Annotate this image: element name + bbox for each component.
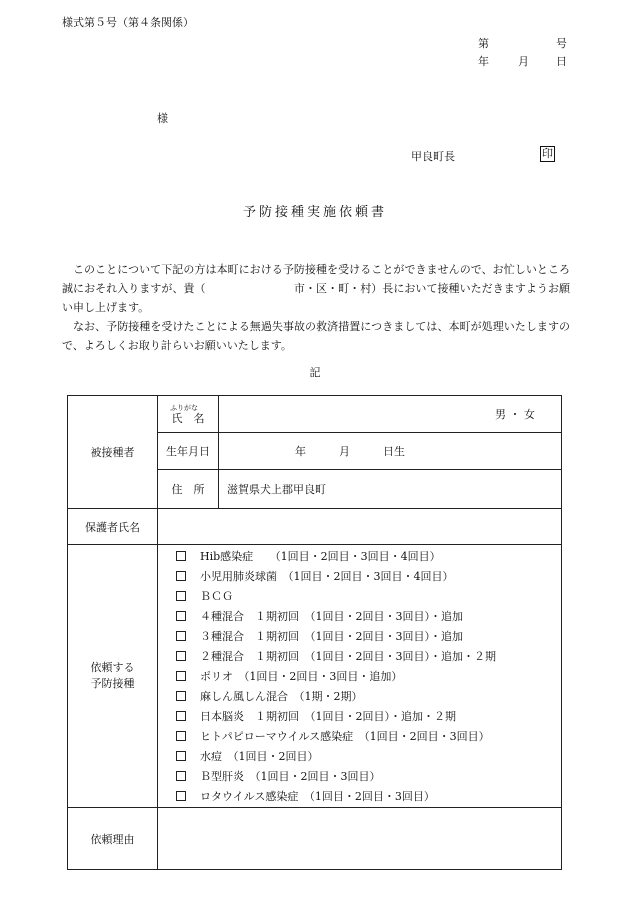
birthdate-field[interactable]: 年 月 日生 bbox=[219, 433, 562, 470]
form-number: 様式第５号（第４条関係） bbox=[62, 16, 194, 29]
vaccination-item[interactable] bbox=[176, 747, 561, 767]
vaccination-label bbox=[68, 545, 158, 808]
vaccination-item-label: ４種混合 １期初回 （1回目・2回目・3回目）・追加 bbox=[200, 610, 463, 623]
vaccination-item-label: 小児用肺炎球菌 （1回目・2回目・3回目・4回目） bbox=[200, 570, 454, 583]
vaccination-item-label: 日本脳炎 １期初回 （1回目・2回目）・追加・２期 bbox=[200, 710, 456, 723]
body-paragraph-1: このことについて下記の方は本町における予防接種を受けることができませんので、お忙しいところ誠におそれ入りますが、貴（ 市・区・町・村）長において接種いただきますようお願い申し上げます。 bbox=[62, 263, 570, 314]
body-paragraph-2: なお、予防接種を受けたことによる無過失事故の救済措置につきましては、本町が処理いたしますので、よろしくお取り計らいお願いいたします。 bbox=[62, 320, 570, 352]
vaccination-item[interactable] bbox=[176, 787, 561, 807]
furigana-label: ふりがな bbox=[170, 403, 198, 412]
document-number-prefix: 第 bbox=[478, 37, 489, 50]
vaccination-item[interactable] bbox=[176, 647, 561, 667]
checkbox-icon[interactable] bbox=[176, 611, 186, 621]
vaccination-item-label: ロタウイルス感染症 （1回目・2回目・3回目） bbox=[200, 790, 435, 803]
date-year: 年 bbox=[478, 55, 489, 68]
vaccination-item-label: ＢＣＧ bbox=[200, 590, 233, 603]
birthdate-label: 生年月日 bbox=[158, 433, 219, 470]
vaccination-item-label: Hib感染症 （1回目・2回目・3回目・4回目） bbox=[200, 550, 441, 563]
vaccination-item-label: 麻しん風しん混合 （1期・2期） bbox=[200, 690, 363, 703]
checkbox-icon[interactable] bbox=[176, 751, 186, 761]
checkbox-icon[interactable] bbox=[176, 671, 186, 681]
recipient-suffix: 様 bbox=[157, 112, 168, 125]
name-label-cell bbox=[158, 396, 219, 433]
seal-mark: 印 bbox=[542, 147, 553, 160]
vaccination-item[interactable] bbox=[176, 687, 561, 707]
checkbox-icon[interactable] bbox=[176, 551, 186, 561]
name-label: 氏 名 bbox=[171, 411, 205, 425]
ki-heading: 記 bbox=[309, 366, 321, 379]
vaccination-item[interactable] bbox=[176, 587, 561, 607]
checkbox-icon[interactable] bbox=[176, 691, 186, 701]
checkbox-icon[interactable] bbox=[176, 631, 186, 641]
vaccination-item-label: Ｂ型肝炎 （1回目・2回目・3回目） bbox=[200, 770, 381, 783]
vaccination-label-line-1: 依頼する bbox=[90, 661, 135, 674]
checkbox-icon[interactable] bbox=[176, 651, 186, 661]
address-label: 住 所 bbox=[158, 470, 219, 509]
guardian-label: 保護者氏名 bbox=[68, 509, 158, 545]
gender-field[interactable]: 男 ・ 女 bbox=[219, 396, 562, 433]
vaccination-item[interactable] bbox=[176, 607, 561, 627]
vaccination-item[interactable] bbox=[176, 627, 561, 647]
vaccination-list bbox=[158, 545, 562, 808]
date-month: 月 bbox=[518, 55, 529, 68]
vaccination-item-label: ２種混合 １期初回 （1回目・2回目・3回目）・追加・２期 bbox=[200, 650, 496, 663]
date-day: 日 bbox=[556, 55, 567, 68]
checkbox-icon[interactable] bbox=[176, 731, 186, 741]
vaccination-label-line-2: 予防接種 bbox=[90, 677, 135, 690]
vaccination-item-label: ポリオ （1回目・2回目・3回目・追加） bbox=[200, 670, 403, 683]
guardian-field[interactable] bbox=[158, 509, 562, 545]
document-title: 予防接種実施依頼書 bbox=[242, 205, 387, 220]
checkbox-icon[interactable] bbox=[176, 711, 186, 721]
address-field[interactable]: 滋賀県犬上郡甲良町 bbox=[219, 470, 562, 509]
vaccination-item-label: ヒトパピローマウイルス感染症 （1回目・2回目・3回目） bbox=[200, 730, 490, 743]
checkbox-icon[interactable] bbox=[176, 591, 186, 601]
vaccination-item-label: 水痘 （1回目・2回目） bbox=[200, 750, 319, 763]
vaccination-item[interactable] bbox=[176, 767, 561, 787]
vaccination-item[interactable] bbox=[176, 707, 561, 727]
body-text bbox=[62, 260, 570, 355]
sender-title: 甲良町長 bbox=[411, 150, 455, 163]
recipient-label: 被接種者 bbox=[68, 396, 158, 509]
checkbox-icon[interactable] bbox=[176, 571, 186, 581]
vaccination-item[interactable] bbox=[176, 547, 561, 567]
document-number-suffix: 号 bbox=[556, 37, 567, 50]
vaccination-item-label: ３種混合 １期初回 （1回目・2回目・3回目）・追加 bbox=[200, 630, 463, 643]
vaccination-item[interactable] bbox=[176, 567, 561, 587]
reason-label: 依頼理由 bbox=[68, 808, 158, 870]
vaccination-item[interactable] bbox=[176, 727, 561, 747]
checkbox-icon[interactable] bbox=[176, 791, 186, 801]
vaccination-item[interactable] bbox=[176, 667, 561, 687]
request-form-table bbox=[67, 395, 562, 870]
checkbox-icon[interactable] bbox=[176, 771, 186, 781]
reason-field[interactable] bbox=[158, 808, 562, 870]
